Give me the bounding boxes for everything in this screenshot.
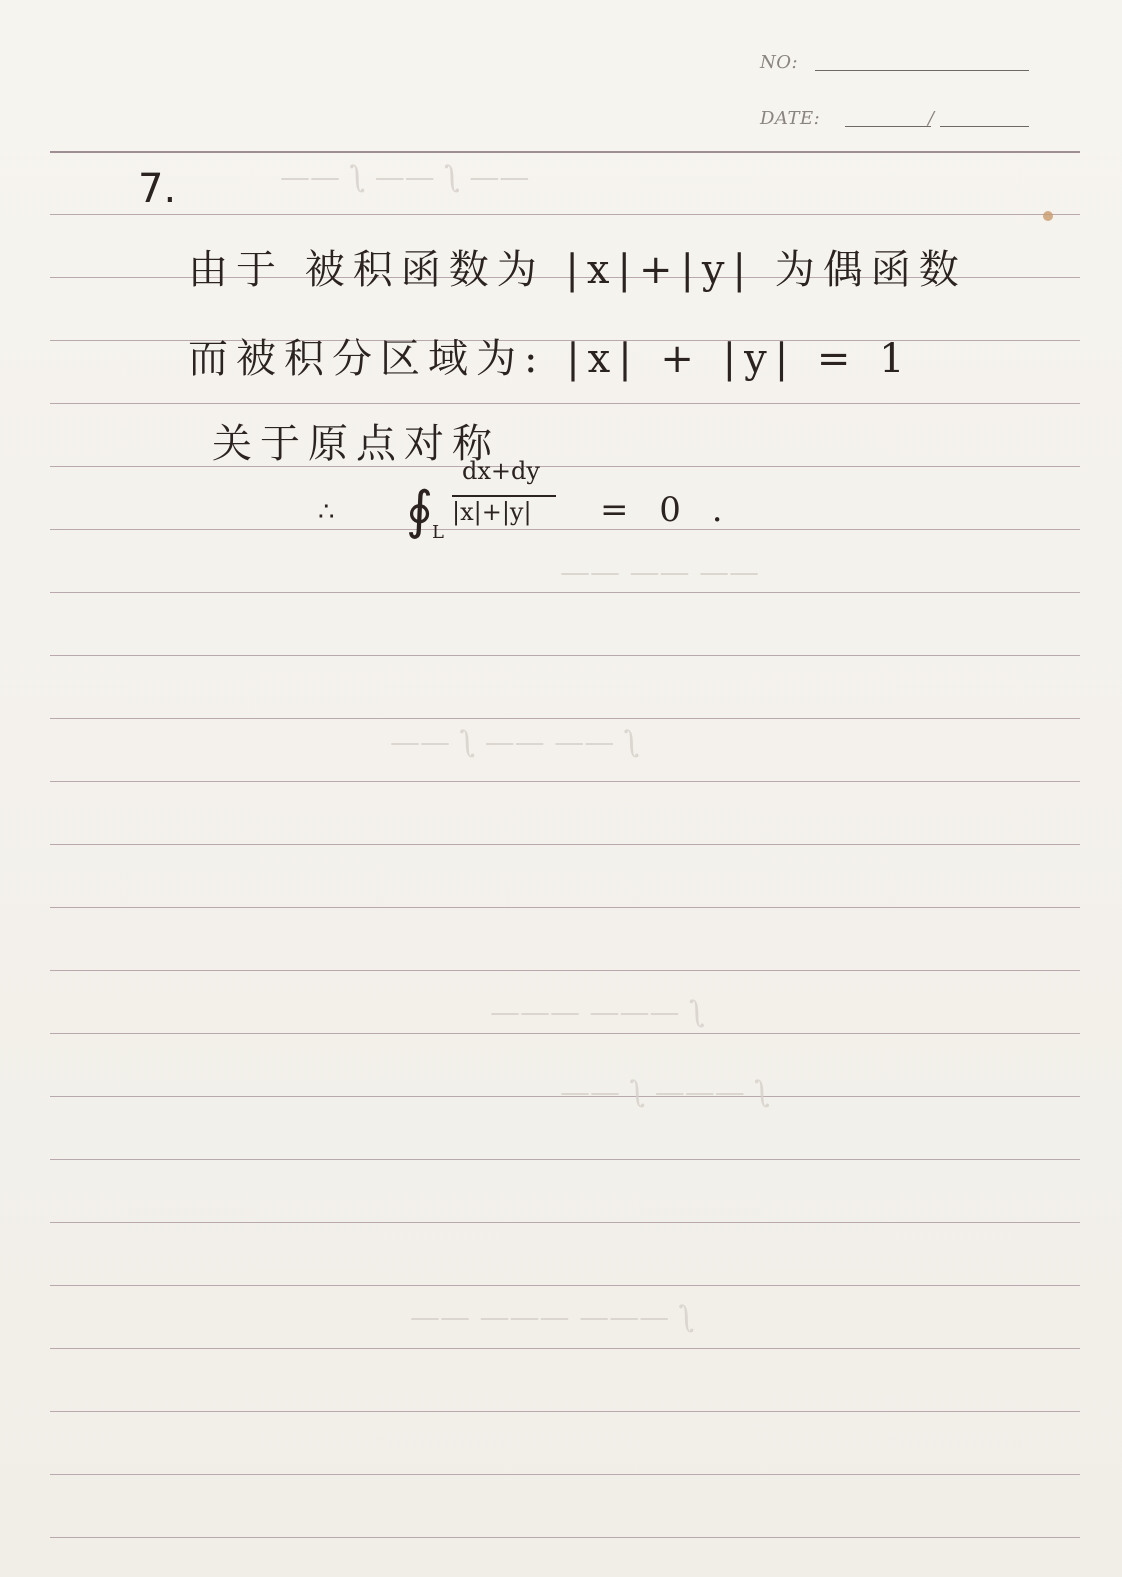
ruled-line xyxy=(50,1537,1080,1538)
ruled-line xyxy=(50,1474,1080,1475)
date-label: DATE: xyxy=(760,108,821,129)
paper-stain xyxy=(1043,211,1053,221)
date-separator: / xyxy=(928,108,935,129)
fraction-bar xyxy=(452,495,556,497)
ruled-line xyxy=(50,844,1080,845)
bleed-through-mark: ∫ ——— ∫ —— xyxy=(560,1075,770,1110)
ruled-line xyxy=(50,718,1080,719)
fraction-numerator: dx+dy xyxy=(462,457,540,485)
question-number: 7. xyxy=(138,166,177,212)
ruled-line xyxy=(50,970,1080,971)
formula-result: = 0 . xyxy=(600,490,733,530)
ruled-line xyxy=(50,214,1080,215)
integral-subscript: L xyxy=(432,522,444,543)
ruled-line xyxy=(50,466,1080,467)
answer-line-3: 关于原点对称 xyxy=(212,421,500,467)
bleed-through-mark: —— —— —— xyxy=(560,555,760,590)
ruled-line xyxy=(50,1159,1080,1160)
ruled-line xyxy=(50,592,1080,593)
bleed-through-mark: ∫ ——— ——— xyxy=(490,995,705,1030)
date-line-1 xyxy=(845,126,931,127)
bleed-through-mark: ∫ —— —— ∫ —— xyxy=(390,725,640,760)
ruled-line xyxy=(50,151,1080,153)
date-line-2 xyxy=(940,126,1029,127)
ruled-line xyxy=(50,655,1080,656)
ruled-line xyxy=(50,907,1080,908)
answer-line-1: 由于 被积函数为 |x|+|y| 为偶函数 xyxy=(188,247,967,293)
ruled-line xyxy=(50,1411,1080,1412)
ruled-line xyxy=(50,1285,1080,1286)
therefore-symbol: ∴ xyxy=(318,497,335,527)
contour-integral-symbol: ∮ xyxy=(406,481,434,541)
ruled-line xyxy=(50,1222,1080,1223)
ruled-line xyxy=(50,1033,1080,1034)
answer-line-2: 而被积分区域为: |x| + |y| = 1 xyxy=(188,336,913,382)
bleed-through-mark: —— ∫ —— ∫ —— xyxy=(280,160,530,195)
no-line xyxy=(815,70,1029,71)
ruled-line xyxy=(50,529,1080,530)
ruled-line xyxy=(50,1348,1080,1349)
ruled-line xyxy=(50,403,1080,404)
bleed-through-mark: ∫ ——— ——— —— xyxy=(410,1300,695,1335)
ruled-line xyxy=(50,781,1080,782)
fraction-denominator: |x|+|y| xyxy=(452,498,532,526)
no-label: NO: xyxy=(760,52,799,73)
